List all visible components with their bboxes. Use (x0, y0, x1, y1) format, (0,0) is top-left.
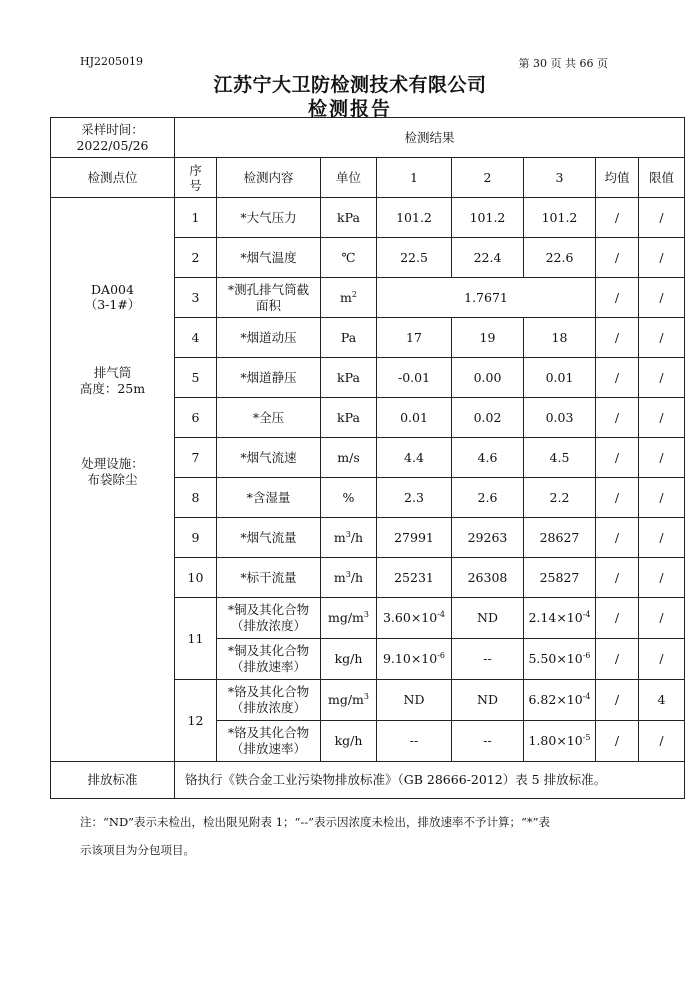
stack-height: 高度：25m (79, 380, 146, 396)
results-table (50, 117, 685, 799)
row-unit (321, 680, 377, 721)
row-content (217, 721, 321, 762)
row-value-1: -0.01 (377, 358, 452, 398)
row-content: *烟道静压 (217, 358, 321, 398)
header-point: 检测点位 (51, 158, 175, 198)
unit-exponent: 3 (345, 529, 351, 539)
unit-base: mg/m (327, 610, 364, 626)
standard-row (51, 762, 685, 799)
row-value-3: 0.03 (524, 398, 596, 438)
row-value-3: 4.5 (524, 438, 596, 478)
row-seq: 7 (175, 438, 217, 478)
row-limit: / (639, 198, 685, 238)
unit-base: m (333, 569, 346, 585)
row-unit (321, 518, 377, 558)
row-limit: / (639, 438, 685, 478)
row-value-2: 0.02 (452, 398, 524, 438)
note-line-1: 注：“ND”表示未检出，检出限见附表 1；“--”表示因浓度未检出，排放速率不予计算；“*”表 (80, 815, 551, 829)
value-base: 9.10×10 (382, 651, 438, 667)
row-value-2: 22.4 (452, 238, 524, 278)
unit-base: m (333, 529, 346, 545)
row-seq: 4 (175, 318, 217, 358)
row-value-1: ND (377, 680, 452, 721)
row-value-3 (524, 598, 596, 639)
row-average: / (596, 518, 639, 558)
row-content: *全压 (217, 398, 321, 438)
value-base: 2.14×10 (528, 610, 583, 626)
row-average: / (596, 238, 639, 278)
row-average: / (596, 438, 639, 478)
row-content-text: *铬及其化合物（排放速率） (227, 725, 310, 756)
row-content: *烟道动压 (217, 318, 321, 358)
row-seq: 1 (175, 198, 217, 238)
row-value-1: -- (377, 721, 452, 762)
row-average: / (596, 398, 639, 438)
header-seq-text: 序号 (189, 162, 202, 193)
row-value-2: 29263 (452, 518, 524, 558)
report-title: 检测报告 (307, 98, 392, 120)
row-content: *烟气流速 (217, 438, 321, 478)
value-exponent: -4 (582, 692, 591, 702)
header-seq (175, 158, 217, 198)
unit-base: m (340, 289, 352, 305)
row-seq: 8 (175, 478, 217, 518)
row-seq: 2 (175, 238, 217, 278)
row-seq: 3 (175, 278, 217, 318)
row-unit: Pa (321, 318, 377, 358)
facility-label: 处理设施： (81, 456, 144, 472)
row-value-3: 101.2 (524, 198, 596, 238)
row-unit (321, 598, 377, 639)
row-value-2: -- (452, 721, 524, 762)
row-value-1 (377, 639, 452, 680)
row-value-3 (524, 639, 596, 680)
row-seq: 12 (175, 680, 217, 762)
row-value-3: 25827 (524, 558, 596, 598)
row-value-3: 0.01 (524, 358, 596, 398)
header-average: 均值 (596, 158, 639, 198)
row-unit: kPa (321, 198, 377, 238)
row-limit: / (639, 398, 685, 438)
row-unit: kPa (321, 398, 377, 438)
row-value-2: 19 (452, 318, 524, 358)
row-average: / (596, 278, 639, 318)
company-name: 江苏宁大卫防检测技术有限公司 (213, 74, 487, 96)
row-content: *大气压力 (217, 198, 321, 238)
row-unit: kPa (321, 358, 377, 398)
row-value-1: 0.01 (377, 398, 452, 438)
row-value-3 (524, 680, 596, 721)
page-number: 第 30 页 共 66 页 (518, 57, 608, 70)
row-average: / (596, 318, 639, 358)
standard-text: 铬执行《铁合金工业污染物排放标准》（GB 28666-2012）表 5 排放标准。 (175, 762, 685, 799)
row-average: / (596, 680, 639, 721)
row-value-2: 2.6 (452, 478, 524, 518)
value-base: 1.80×10 (528, 733, 583, 749)
row-average: / (596, 721, 639, 762)
value-exponent: -6 (437, 651, 445, 661)
row-content (217, 639, 321, 680)
row-seq: 11 (175, 598, 217, 680)
row-value-1: 2.3 (377, 478, 452, 518)
row-limit: / (639, 558, 685, 598)
unit-exponent: 3 (345, 569, 351, 579)
row-average: / (596, 598, 639, 639)
unit-exponent: 3 (363, 692, 369, 702)
sampling-label: 采样时间： (81, 121, 144, 137)
row-limit: / (639, 518, 685, 558)
row-value-3: 2.2 (524, 478, 596, 518)
value-exponent: -4 (437, 610, 445, 620)
row-limit: / (639, 278, 685, 318)
facility-name: 布袋除尘 (87, 471, 138, 487)
row-unit: m/s (321, 438, 377, 478)
sampling-row (51, 118, 685, 158)
row-unit: % (321, 478, 377, 518)
row-value-1 (377, 598, 452, 639)
row-seq: 5 (175, 358, 217, 398)
row-value-2: 4.6 (452, 438, 524, 478)
row-content-text: *铬及其化合物（排放浓度） (227, 684, 310, 715)
header-result-1: 1 (377, 158, 452, 198)
header-row (51, 158, 685, 198)
row-value-2: 26308 (452, 558, 524, 598)
row-value-1: 101.2 (377, 198, 452, 238)
value-exponent: -6 (582, 651, 591, 661)
row-average: / (596, 478, 639, 518)
row-average: / (596, 639, 639, 680)
row-value-3 (524, 721, 596, 762)
row-limit: / (639, 238, 685, 278)
standard-label: 排放标准 (51, 762, 175, 799)
row-value-3: 22.6 (524, 238, 596, 278)
row-value-2: -- (452, 639, 524, 680)
results-heading: 检测结果 (175, 118, 685, 158)
unit-exponent: 3 (363, 610, 369, 620)
table-row (51, 198, 685, 238)
unit-exponent: 2 (351, 289, 357, 299)
row-content: *标干流量 (217, 558, 321, 598)
row-limit: 4 (639, 680, 685, 721)
value-base: 3.60×10 (382, 610, 438, 626)
unit-tail: /h (350, 529, 364, 545)
row-content: *烟气流量 (217, 518, 321, 558)
row-value-1: 17 (377, 318, 452, 358)
row-limit: / (639, 478, 685, 518)
row-content (217, 598, 321, 639)
row-value-2: ND (452, 680, 524, 721)
value-base: 6.82×10 (528, 692, 583, 708)
row-average: / (596, 358, 639, 398)
header-result-2: 2 (452, 158, 524, 198)
row-content: *含湿量 (217, 478, 321, 518)
row-limit: / (639, 598, 685, 639)
stack-label: 排气筒 (93, 364, 132, 380)
row-unit: kg/h (321, 721, 377, 762)
row-limit: / (639, 358, 685, 398)
unit-tail: /h (350, 569, 364, 585)
row-merged-value: 1.7671 (377, 278, 596, 318)
note-line-2: 示该项目为分包项目。 (80, 843, 195, 857)
header-unit: 单位 (321, 158, 377, 198)
row-value-2: 0.00 (452, 358, 524, 398)
row-content (217, 278, 321, 318)
sampling-point-cell (51, 198, 175, 762)
row-content-text: *铜及其化合物（排放速率） (227, 643, 310, 674)
row-limit: / (639, 721, 685, 762)
unit-base: mg/m (327, 692, 364, 708)
value-exponent: -4 (582, 610, 591, 620)
row-average: / (596, 558, 639, 598)
point-id: DA004 (91, 281, 134, 297)
row-limit: / (639, 318, 685, 358)
row-value-1: 27991 (377, 518, 452, 558)
row-seq: 10 (175, 558, 217, 598)
point-sub: （3-1#） (84, 297, 141, 313)
row-value-1: 22.5 (377, 238, 452, 278)
row-value-2: 101.2 (452, 198, 524, 238)
row-value-1: 4.4 (377, 438, 452, 478)
row-average: / (596, 198, 639, 238)
value-base: 5.50×10 (528, 651, 583, 667)
row-seq: 6 (175, 398, 217, 438)
header-limit: 限值 (639, 158, 685, 198)
row-unit (321, 558, 377, 598)
sampling-date: 2022/05/26 (76, 137, 149, 153)
row-value-1: 25231 (377, 558, 452, 598)
row-unit (321, 278, 377, 318)
row-content-text: *铜及其化合物（排放浓度） (227, 602, 310, 633)
header-content: 检测内容 (217, 158, 321, 198)
value-exponent: -5 (582, 733, 591, 743)
sampling-time-cell (51, 118, 175, 158)
row-content (217, 680, 321, 721)
row-content: *烟气温度 (217, 238, 321, 278)
document-id: HJ2205019 (80, 55, 143, 68)
row-seq: 9 (175, 518, 217, 558)
row-value-3: 28627 (524, 518, 596, 558)
row-limit: / (639, 639, 685, 680)
row-value-2: ND (452, 598, 524, 639)
row-value-3: 18 (524, 318, 596, 358)
row-unit: ℃ (321, 238, 377, 278)
row-unit: kg/h (321, 639, 377, 680)
row-content-text: *测孔排气筒截面积 (227, 281, 310, 313)
header-result-3: 3 (524, 158, 596, 198)
